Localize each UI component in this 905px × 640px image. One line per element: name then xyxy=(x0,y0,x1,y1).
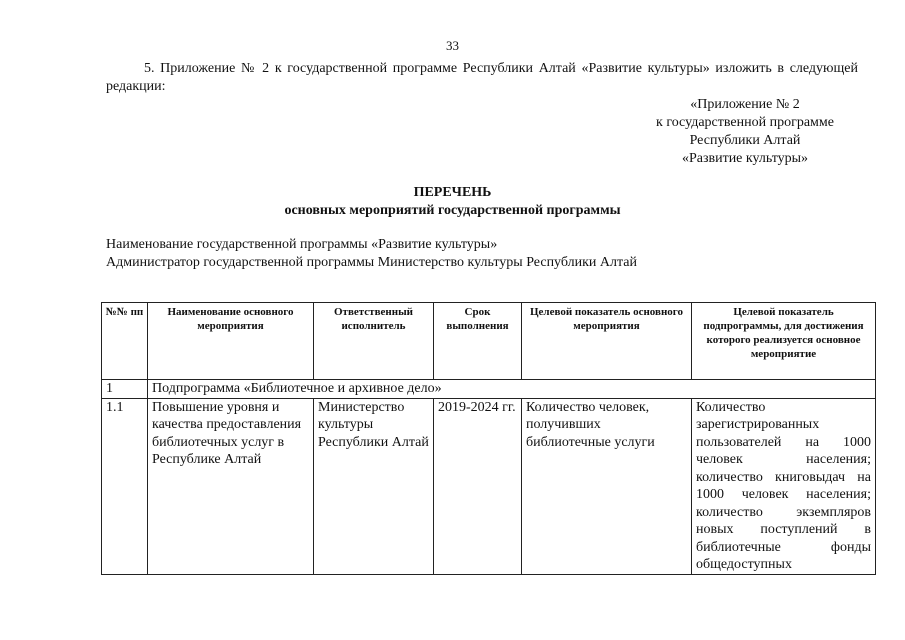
row-period: 2019-2024 гг. xyxy=(434,398,522,574)
page-number: 33 xyxy=(446,38,459,53)
header-measure-indicator: Целевой показатель основного мероприятия xyxy=(522,303,692,380)
intro-paragraph: 5. Приложение № 2 к государственной программе Республики Алтай «Развитие культуры» изложить в следующей редакции: xyxy=(106,61,858,94)
row-executor: Министерство культуры Республики Алтай xyxy=(314,398,434,574)
measures-table xyxy=(101,302,876,575)
program-admin-line: Администратор государственной программы Министерство культуры Республики Алтай xyxy=(106,255,638,270)
section-row xyxy=(102,380,876,399)
section-num: 1 xyxy=(102,380,148,399)
header-executor: Ответственный исполнитель xyxy=(314,303,434,380)
appendix-line: «Приложение № 2 xyxy=(690,97,800,112)
row-measure-indicator: Количество человек, получивших библиотечные услуги xyxy=(522,398,692,574)
appendix-line: «Развитие культуры» xyxy=(681,151,809,166)
appendix-heading xyxy=(620,96,870,168)
appendix-line: Республики Алтай xyxy=(689,133,801,148)
table-header-row xyxy=(102,303,876,380)
title-line-2: основных мероприятий государственной программы xyxy=(284,203,621,218)
section-title: Подпрограмма «Библиотечное и архивное дело» xyxy=(148,380,876,399)
document-title xyxy=(0,184,905,220)
header-measure: Наименование основного мероприятия xyxy=(148,303,314,380)
title-line-1: ПЕРЕЧЕНЬ xyxy=(413,185,492,200)
table-row xyxy=(102,398,876,574)
header-program-indicator: Целевой показатель подпрограммы, для достижения которого реализуется основное мероприятие xyxy=(692,303,876,380)
header-num: №№ пп xyxy=(102,303,148,380)
row-num: 1.1 xyxy=(102,398,148,574)
program-info xyxy=(106,236,637,272)
header-period: Срок выполнения xyxy=(434,303,522,380)
row-program-indicator: Количество зарегистрированных пользователей на 1000 человек населения; количество книговыдач на 1000 человек населения; количество экземпляров новых поступлений в библиотечные фонды общедоступных xyxy=(692,398,876,574)
appendix-line: к государственной программе xyxy=(656,115,834,130)
row-measure: Повышение уровня и качества предоставления библиотечных услуг в Республике Алтай xyxy=(148,398,314,574)
program-name-line: Наименование государственной программы «Развитие культуры» xyxy=(106,237,498,252)
